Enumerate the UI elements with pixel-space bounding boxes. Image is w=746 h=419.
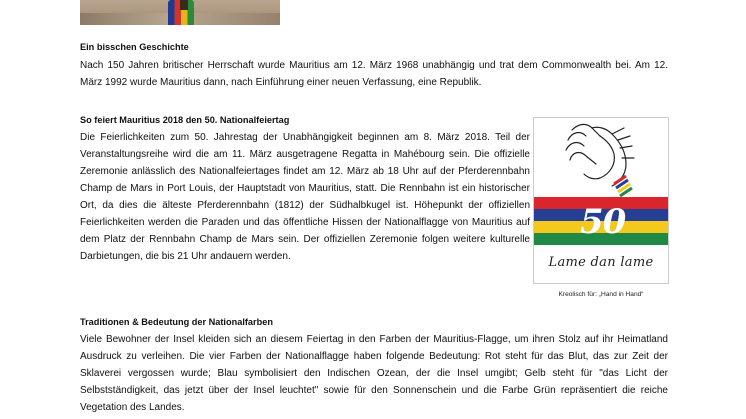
section-heading: Ein bisschen Geschichte <box>80 42 189 52</box>
section-body: Nach 150 Jahren britischer Herrschaft wurde Mauritius am 12. März 1968 unabhängig und trat dem Commonwealth bei. Am 12. März 1992 wurde Mauritius dann, nach Einführung einer neuen Verfassung, eine Republik. <box>80 60 668 88</box>
logo-caption: Kreolisch für: „Hand in Hand“ <box>558 291 644 298</box>
section-history <box>80 41 668 91</box>
section-heading: Traditionen & Bedeutung der Nationalfarben <box>80 317 273 327</box>
section-heading: So feiert Mauritius 2018 den 50. Nationalfeiertag <box>80 115 290 125</box>
section-body: Die Feierlichkeiten zum 50. Jahrestag der Unabhängigkeit beginnen am 8. März 2018. Teil der Veranstaltungsreihe wird die am 11. März ausgetragene Regatta in Mahébourg sein. Die offizielle Zeremonie anlässlich des Nationalfeiertages findet am 12. März ab 18 Uhr auf der Pferderennbahn Champ de Mars in Port Louis, der Hauptstadt von Mauritius, statt. Die Rennbahn ist ein historischer Ort, da dies die älteste Pferderennbahn (1812) der Südhalbkugel ist. Höhepunkt der offiziellen Feierlichkeiten werden die Paraden und das öffentliche Hissen der Nationalflagge von Mauritius auf dem Platz der Rennbahn Champ de Mars sein. Der offiziellen Zeremonie folgen weitere kulturelle Darbietungen, die bis 21 Uhr andauern werden. <box>80 132 530 262</box>
logo-slogan: Lame dan lame <box>548 255 654 270</box>
section-traditions <box>80 316 668 416</box>
anniversary-logo <box>533 117 669 284</box>
section-celebration <box>80 114 530 265</box>
anniversary-number: 50 <box>580 202 626 242</box>
section-body: Viele Bewohner der Insel kleiden sich an diesem Feiertag in den Farben der Mauritius-Flagge, um ihren Stolz auf ihr Heimatland Ausdruck zu verleihen. Die vier Farben der Nationalflagge haben folgende Bedeutung: Rot steht für das Blut, das zur Zeit der Sklaverei vergossen wurde; Blau symbolisiert den Indischen Ozean, der die Insel umgibt; Gelb steht für "das Licht der Selbstständigkeit, das jetzt über der Insel leuchtet" sowie für den Sonnenschein und die Farbe Grün repräsentiert die reiche Vegetation des Landes. <box>80 334 668 413</box>
top-photo <box>80 0 280 25</box>
handshake-icon <box>534 118 668 198</box>
